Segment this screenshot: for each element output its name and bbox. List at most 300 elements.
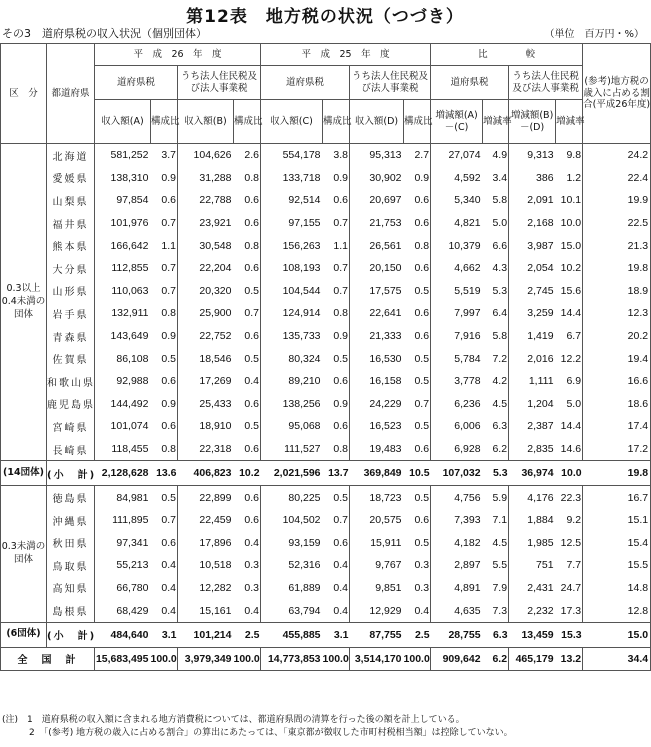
cell-dbd: 751 [509,554,556,577]
cell-dbdr: 7.7 [566,559,582,572]
cell-dac: 28,755 [431,622,483,647]
cell-ar: 0.6 [161,375,176,388]
header-ratio: 構成比 [151,100,178,144]
cell-b: 22,899 [178,486,234,509]
group2-body [1,486,651,648]
cell-d: 16,530 [350,347,404,370]
prefecture-name: 秋田県 [47,532,95,555]
cell-br: 10.2 [234,461,261,486]
header-pref-tax: 道府県税 [95,66,178,100]
cell-dacr: 5.3 [483,461,509,486]
table-row [1,167,651,190]
header-amount-b: 収入額(B) [178,100,234,144]
cell-br: 0.6 [244,330,260,343]
cell-c: 554,178 [261,144,323,167]
cell-c: 61,889 [261,577,323,600]
cell-c: 156,263 [261,234,323,257]
cell-dbd: 1,204 [509,393,556,416]
cell-dr: 0.5 [414,375,430,388]
prefecture-name: 福井県 [47,212,95,235]
cell-dr: 0.5 [414,284,430,297]
cell-cr: 0.9 [333,171,349,184]
cell-ref: 12.3 [583,302,651,325]
table-subtitle: その3 道府県税の収入状況（個別団体） [2,27,207,40]
cell-dac: 5,784 [431,347,483,370]
cell-ar: 0.6 [161,536,176,549]
cell-cr: 0.9 [333,397,349,410]
cell-b: 406,823 [178,461,234,486]
cell-a: 118,455 [95,438,151,461]
cell-ar: 0.4 [161,559,176,572]
cell-dacr: 6.3 [492,420,508,433]
cell-c: 138,256 [261,393,323,416]
page-title: 第12表 地方税の状況（つづき） [186,7,464,27]
header-rate: 増減率 [483,100,509,144]
table-row [1,577,651,600]
prefecture-name: 高知県 [47,577,95,600]
cell-ref: 16.7 [583,486,651,509]
cell-dr: 0.5 [414,536,430,549]
cell-a: 101,074 [95,415,151,438]
header-reference: (参考)地方税の歳入に占める割合(平成26年度) [583,44,651,144]
cell-ar: 0.8 [161,443,176,456]
prefecture-name: 山梨県 [47,189,95,212]
table-row [1,189,651,212]
cell-br: 0.3 [244,581,260,594]
cell-br: 0.5 [244,420,260,433]
cell-br: 0.6 [244,262,260,275]
header-amount-d: 収入額(D) [350,100,404,144]
cell-dbdr: 10.2 [560,262,582,275]
cell-cr: 0.6 [333,536,349,549]
cell-dbd: 2,054 [509,257,556,280]
table-row [1,257,651,280]
cell-ar: 0.6 [161,194,176,207]
header-rate: 増減率 [556,100,583,144]
cell-dac: 909,642 [431,647,483,670]
cell-d: 30,902 [350,167,404,190]
cell-dbd: 4,176 [509,486,556,509]
cell-dr: 0.6 [414,443,430,456]
cell-d: 9,767 [350,554,404,577]
cell-ar: 0.5 [161,352,176,365]
cell-b: 22,318 [178,438,234,461]
cell-dbdr: 17.3 [560,604,582,617]
cell-dbd: 2,091 [509,189,556,212]
cell-dac: 4,821 [431,212,483,235]
cell-dac: 5,519 [431,280,483,303]
cell-c: 80,225 [261,486,323,509]
cell-dbd: 2,745 [509,280,556,303]
cell-dbdr: 10.0 [556,461,583,486]
cell-ref: 17.2 [583,438,651,461]
cell-a: 55,213 [95,554,151,577]
cell-dbd: 2,835 [509,438,556,461]
cell-dac: 4,756 [431,486,483,509]
cell-d: 20,150 [350,257,404,280]
cell-b: 22,788 [178,189,234,212]
cell-a: 97,341 [95,532,151,555]
cell-ar: 13.6 [151,461,178,486]
cell-br: 0.4 [244,604,260,617]
cell-ar: 0.4 [161,581,176,594]
cell-c: 63,794 [261,599,323,622]
cell-br: 0.5 [244,352,260,365]
cell-b: 30,548 [178,234,234,257]
header-ratio: 構成比 [323,100,350,144]
header-diff-bd: 増減額(B)－(D) [509,100,556,144]
cell-ar: 0.5 [161,491,176,504]
cell-dbdr: 10.0 [560,217,582,230]
cell-br: 0.6 [244,491,260,504]
cell-c: 133,718 [261,167,323,190]
cell-dacr: 5.0 [492,217,508,230]
cell-a: 97,854 [95,189,151,212]
cell-dbd: 2,168 [509,212,556,235]
cell-br: 0.6 [244,397,260,410]
cell-dbd: 2,431 [509,577,556,600]
cell-cr: 0.6 [333,420,349,433]
cell-ar: 3.7 [161,149,176,162]
prefecture-name: 大分県 [47,257,95,280]
cell-a: 138,310 [95,167,151,190]
cell-cr: 0.7 [333,284,349,297]
cell-c: 52,316 [261,554,323,577]
group-label: 0.3未満の団体 [1,486,47,623]
cell-a: 132,911 [95,302,151,325]
cell-dacr: 3.4 [492,171,508,184]
cell-a: 484,640 [95,622,151,647]
table-row [1,212,651,235]
cell-dr: 100.0 [404,647,431,670]
cell-dac: 27,074 [431,144,483,167]
cell-ref: 19.4 [583,347,651,370]
cell-dr: 0.5 [414,420,430,433]
cell-d: 24,229 [350,393,404,416]
cell-dbd: 465,179 [509,647,556,670]
cell-dac: 6,006 [431,415,483,438]
unit-label: （単位 百万円・%） [544,29,644,40]
cell-d: 20,575 [350,509,404,532]
cell-dbd: 2,387 [509,415,556,438]
cell-dacr: 6.4 [492,307,508,320]
cell-dbdr: 14.4 [560,307,582,320]
cell-cr: 0.7 [333,262,349,275]
cell-cr: 13.7 [323,461,350,486]
cell-dac: 7,916 [431,325,483,348]
cell-b: 3,979,349 [178,647,234,670]
cell-d: 87,755 [350,622,404,647]
cell-dr: 0.8 [414,239,430,252]
cell-dr: 0.6 [414,194,430,207]
cell-ref: 15.1 [583,509,651,532]
cell-dacr: 4.9 [492,149,508,162]
cell-d: 26,561 [350,234,404,257]
cell-cr: 0.8 [333,307,349,320]
table-row [1,393,651,416]
cell-c: 89,210 [261,370,323,393]
cell-ref: 16.6 [583,370,651,393]
cell-d: 22,641 [350,302,404,325]
footnotes [2,714,513,740]
revenue-table [0,43,651,671]
cell-b: 18,910 [178,415,234,438]
cell-ar: 0.7 [161,514,176,527]
cell-b: 15,161 [178,599,234,622]
cell-dac: 2,897 [431,554,483,577]
header-comparison: 比 較 [431,44,583,66]
prefecture-name: 徳島県 [47,486,95,509]
cell-ar: 0.8 [161,307,176,320]
cell-a: 581,252 [95,144,151,167]
prefecture-name: 長崎県 [47,438,95,461]
cell-br: 2.5 [234,622,261,647]
header-ratio: 構成比 [404,100,431,144]
cell-cr: 0.6 [333,375,349,388]
cell-br: 0.6 [244,217,260,230]
table-row [1,280,651,303]
cell-ar: 0.7 [161,262,176,275]
cell-ref: 20.2 [583,325,651,348]
cell-a: 143,649 [95,325,151,348]
cell-ar: 0.9 [161,171,176,184]
cell-b: 17,269 [178,370,234,393]
cell-dacr: 4.5 [492,397,508,410]
cell-c: 104,544 [261,280,323,303]
cell-dacr: 5.8 [492,330,508,343]
cell-c: 97,155 [261,212,323,235]
cell-dacr: 4.2 [492,375,508,388]
cell-cr: 3.1 [323,622,350,647]
cell-d: 21,333 [350,325,404,348]
cell-b: 31,288 [178,167,234,190]
cell-dbd: 3,987 [509,234,556,257]
cell-d: 16,158 [350,370,404,393]
cell-a: 166,642 [95,234,151,257]
cell-dr: 0.9 [414,171,430,184]
cell-c: 2,021,596 [261,461,323,486]
header-corp-tax: うち法人住民税及び法人事業税 [178,66,261,100]
cell-br: 0.4 [244,375,260,388]
cell-dbd: 1,884 [509,509,556,532]
cell-dr: 2.5 [404,622,431,647]
cell-dbd: 2,232 [509,599,556,622]
cell-a: 2,128,628 [95,461,151,486]
header-pref-tax: 道府県税 [261,66,350,100]
cell-br: 0.4 [244,536,260,549]
cell-c: 92,514 [261,189,323,212]
cell-ref: 18.6 [583,393,651,416]
cell-b: 25,900 [178,302,234,325]
cell-c: 95,068 [261,415,323,438]
cell-ref: 14.8 [583,577,651,600]
header-h25: 平 成 25 年 度 [261,44,431,66]
cell-cr: 0.5 [333,491,349,504]
cell-dbdr: 15.3 [556,622,583,647]
cell-dacr: 4.3 [492,262,508,275]
cell-cr: 1.1 [333,239,349,252]
prefecture-name: 鳥取県 [47,554,95,577]
prefecture-name: 島根県 [47,599,95,622]
cell-b: 10,518 [178,554,234,577]
header-corp-tax: うち法人住民税及び法人事業税 [350,66,431,100]
cell-b: 20,320 [178,280,234,303]
cell-dac: 5,340 [431,189,483,212]
cell-dbd: 386 [509,167,556,190]
table-row [1,486,651,509]
cell-a: 68,429 [95,599,151,622]
cell-d: 16,523 [350,415,404,438]
cell-ref: 19.9 [583,189,651,212]
cell-ref: 19.8 [583,461,651,486]
group-label: 0.3以上0.4未満の団体 [1,144,47,461]
prefecture-name: 沖縄県 [47,509,95,532]
cell-dr: 2.7 [414,149,430,162]
cell-dac: 3,778 [431,370,483,393]
cell-dr: 0.3 [414,581,430,594]
cell-dr: 0.4 [414,604,430,617]
cell-dac: 6,236 [431,393,483,416]
cell-dbdr: 12.2 [560,352,582,365]
cell-dr: 0.6 [414,262,430,275]
cell-dac: 107,032 [431,461,483,486]
cell-d: 21,753 [350,212,404,235]
cell-dr: 0.7 [414,397,430,410]
prefecture-name: 佐賀県 [47,347,95,370]
cell-cr: 100.0 [323,647,350,670]
cell-dacr: 7.3 [492,604,508,617]
cell-dbdr: 5.0 [566,397,582,410]
cell-ref: 22.4 [583,167,651,190]
table-row [1,325,651,348]
table-row [1,599,651,622]
total-row [1,647,651,670]
cell-ar: 0.6 [161,420,176,433]
cell-ref: 19.8 [583,257,651,280]
subtotal-label: (小 計) [47,461,95,486]
cell-dac: 6,928 [431,438,483,461]
cell-dr: 0.5 [414,491,430,504]
cell-dac: 7,393 [431,509,483,532]
cell-dac: 4,662 [431,257,483,280]
cell-cr: 0.7 [333,217,349,230]
cell-c: 108,193 [261,257,323,280]
cell-dbdr: 9.2 [566,514,582,527]
cell-ref: 18.9 [583,280,651,303]
cell-dr: 0.6 [414,330,430,343]
cell-a: 66,780 [95,577,151,600]
cell-d: 18,723 [350,486,404,509]
cell-ar: 1.1 [161,239,176,252]
cell-dbdr: 24.7 [560,581,582,594]
cell-d: 3,514,170 [350,647,404,670]
cell-dbd: 1,419 [509,325,556,348]
table-row [1,234,651,257]
cell-ar: 0.4 [161,604,176,617]
prefecture-name: 愛媛県 [47,167,95,190]
cell-cr: 0.9 [333,330,349,343]
cell-ref: 12.8 [583,599,651,622]
cell-b: 101,214 [178,622,234,647]
cell-ar: 0.9 [161,397,176,410]
cell-c: 124,914 [261,302,323,325]
cell-dbd: 36,974 [509,461,556,486]
subtotal-row [1,622,651,647]
header-amount-c: 収入額(C) [261,100,323,144]
cell-dbdr: 15.0 [560,239,582,252]
cell-a: 110,063 [95,280,151,303]
prefecture-name: 山形県 [47,280,95,303]
cell-br: 0.8 [244,239,260,252]
cell-ar: 0.9 [161,330,176,343]
cell-dacr: 4.5 [492,536,508,549]
cell-a: 15,683,495 [95,647,151,670]
cell-dbdr: 13.2 [556,647,583,670]
subtotal-row [1,461,651,486]
prefecture-name: 熊本県 [47,234,95,257]
cell-dr: 0.6 [414,514,430,527]
cell-ref: 15.5 [583,554,651,577]
cell-b: 22,459 [178,509,234,532]
cell-dbdr: 6.9 [566,375,582,388]
cell-dac: 4,891 [431,577,483,600]
cell-c: 93,159 [261,532,323,555]
cell-dbd: 13,459 [509,622,556,647]
cell-ref: 24.2 [583,144,651,167]
cell-dbd: 1,111 [509,370,556,393]
table-row [1,347,651,370]
cell-d: 15,911 [350,532,404,555]
cell-dbd: 1,985 [509,532,556,555]
cell-br: 2.6 [244,149,260,162]
cell-br: 100.0 [234,647,261,670]
cell-dr: 0.3 [414,559,430,572]
cell-d: 369,849 [350,461,404,486]
header-corp-tax: うち法人住民税及び法人事業税 [509,66,583,100]
cell-br: 0.7 [244,307,260,320]
group1-body [1,144,651,486]
cell-dbd: 2,016 [509,347,556,370]
cell-br: 0.8 [244,171,260,184]
table-row [1,554,651,577]
cell-dacr: 7.9 [492,581,508,594]
cell-b: 17,896 [178,532,234,555]
cell-dbdr: 15.6 [560,284,582,297]
cell-dacr: 6.6 [492,239,508,252]
cell-d: 12,929 [350,599,404,622]
table-row [1,302,651,325]
cell-b: 22,204 [178,257,234,280]
prefecture-name: 宮崎県 [47,415,95,438]
cell-d: 20,697 [350,189,404,212]
cell-ref: 21.3 [583,234,651,257]
table-row [1,438,651,461]
cell-dr: 10.5 [404,461,431,486]
subtotal-label: (小 計) [47,622,95,647]
cell-cr: 0.7 [333,514,349,527]
cell-dr: 0.5 [414,352,430,365]
cell-dac: 4,182 [431,532,483,555]
cell-a: 144,492 [95,393,151,416]
cell-dbdr: 12.5 [560,536,582,549]
cell-dbdr: 9.8 [566,149,582,162]
cell-d: 95,313 [350,144,404,167]
cell-c: 104,502 [261,509,323,532]
header-amount-a: 収入額(A) [95,100,151,144]
cell-dac: 7,997 [431,302,483,325]
cell-dbd: 3,259 [509,302,556,325]
header-prefecture: 都道府県 [47,44,95,144]
